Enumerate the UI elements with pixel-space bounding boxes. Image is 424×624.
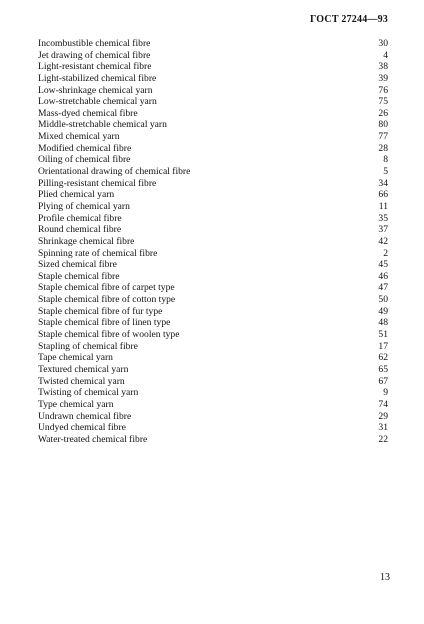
index-term: Staple chemical fibre of linen type	[38, 317, 171, 329]
index-term: Incombustible chemical fibre	[38, 38, 151, 49]
index-entry	[38, 399, 388, 411]
index-entry	[38, 38, 388, 50]
index-term: Stapling of chemical fibre	[38, 340, 138, 352]
index-term-number: 37	[378, 224, 388, 236]
index-entry	[38, 119, 388, 131]
index-term-number: 46	[378, 270, 388, 282]
index-entry	[38, 248, 388, 260]
index-term-number: 9	[383, 387, 388, 399]
index-entry	[38, 108, 388, 120]
index-term: Textured chemical yarn	[38, 363, 129, 375]
index-term: Orientational drawing of chemical fibre	[38, 166, 191, 178]
index-term-number: 29	[378, 410, 388, 422]
index-term: Undrawn chemical fibre	[38, 410, 132, 422]
index-term-number: 50	[378, 294, 388, 306]
index-entry	[38, 73, 388, 85]
index-term-number: 76	[378, 84, 388, 96]
index-entry	[38, 224, 388, 236]
index-term-number: 38	[378, 61, 388, 73]
index-term-number: 39	[378, 72, 388, 84]
index-entry	[38, 236, 388, 248]
index-term: Tape chemical yarn	[38, 352, 113, 364]
index-entry	[38, 213, 388, 225]
index-entry	[38, 154, 388, 166]
index-entry	[38, 96, 388, 108]
index-term-number: 2	[383, 247, 388, 259]
index-term: Modified chemical fibre	[38, 142, 132, 154]
index-term: Spinning rate of chemical fibre	[38, 247, 158, 259]
index-term: Mixed chemical yarn	[38, 131, 120, 143]
index-term: Shrinkage chemical fibre	[38, 235, 135, 247]
index-term-number: 49	[378, 305, 388, 317]
index-entry	[38, 85, 388, 97]
index-entry	[38, 201, 388, 213]
index-term: Plied chemical yarn	[38, 189, 115, 201]
index-entry	[38, 364, 388, 376]
index-term: Round chemical fibre	[38, 224, 122, 236]
index-term-number: 74	[378, 398, 388, 410]
index-term-number: 47	[378, 282, 388, 294]
index-term: Low-stretchable chemical yarn	[38, 96, 157, 108]
index-term: Twisted chemical yarn	[38, 375, 125, 387]
index-term: Water-treated chemical fibre	[38, 433, 148, 445]
index-term: Pilling-resistant chemical fibre	[38, 177, 157, 189]
index-entry	[38, 294, 388, 306]
index-term-number: 35	[378, 212, 388, 224]
index-term-number: 67	[378, 375, 388, 387]
index-entry	[38, 411, 388, 423]
index-entry	[38, 189, 388, 201]
index-term-number: 8	[383, 154, 388, 166]
index-entry	[38, 143, 388, 155]
term-index-list	[38, 38, 388, 445]
index-term-number: 34	[378, 177, 388, 189]
index-term-number: 51	[378, 329, 388, 341]
index-term: Type chemical yarn	[38, 398, 114, 410]
index-entry	[38, 259, 388, 271]
index-term: Light-resistant chemical fibre	[38, 61, 152, 73]
index-term-number: 62	[378, 352, 388, 364]
index-entry	[38, 178, 388, 190]
index-entry	[38, 352, 388, 364]
index-entry	[38, 317, 388, 329]
index-term-number: 75	[378, 96, 388, 108]
index-term-number: 5	[383, 166, 388, 178]
index-entry	[38, 61, 388, 73]
index-term: Profile chemical fibre	[38, 212, 122, 224]
index-term: Twisting of chemical yarn	[38, 387, 139, 399]
index-term: Light-stabilized chemical fibre	[38, 72, 157, 84]
index-term-number: 28	[378, 142, 388, 154]
index-term-number: 48	[378, 317, 388, 329]
index-term-number: 11	[378, 200, 388, 212]
index-entry	[38, 387, 388, 399]
index-term: Staple chemical fibre of fur type	[38, 305, 163, 317]
index-term: Sized chemical fibre	[38, 259, 117, 271]
index-term: Staple chemical fibre of cotton type	[38, 294, 176, 306]
index-term: Staple chemical fibre	[38, 270, 120, 282]
index-entry	[38, 341, 388, 353]
index-term-number: 22	[378, 433, 388, 445]
index-entry	[38, 282, 388, 294]
index-term: Mass-dyed chemical fibre	[38, 107, 138, 119]
index-term-number: 45	[378, 259, 388, 271]
index-term-number: 42	[378, 235, 388, 247]
index-term: Staple chemical fibre of woolen type	[38, 329, 180, 341]
index-term: Jet drawing of chemical fibre	[38, 49, 151, 61]
index-term-number: 4	[383, 49, 388, 61]
index-entry	[38, 50, 388, 62]
index-entry	[38, 306, 388, 318]
index-term: Low-shrinkage chemical yarn	[38, 84, 153, 96]
index-entry	[38, 166, 388, 178]
index-entry	[38, 434, 388, 446]
index-entry	[38, 329, 388, 341]
index-entry	[38, 271, 388, 283]
index-term: Plying of chemical yarn	[38, 200, 130, 212]
index-term-number: 80	[378, 119, 388, 131]
index-term: Staple chemical fibre of carpet type	[38, 282, 175, 294]
index-term-number: 65	[378, 363, 388, 375]
document-header: ГОСТ 27244—93	[309, 14, 388, 25]
index-term-number: 66	[378, 189, 388, 201]
index-term-number: 31	[378, 422, 388, 434]
index-term: Undyed chemical fibre	[38, 422, 126, 434]
index-term-number: 77	[378, 131, 388, 143]
index-term: Oiling of chemical fibre	[38, 154, 131, 166]
index-term: Middle-stretchable chemical yarn	[38, 119, 167, 131]
index-term-number: 26	[378, 107, 388, 119]
index-entry	[38, 422, 388, 434]
index-entry	[38, 131, 388, 143]
page-number: 13	[380, 572, 390, 583]
index-entry	[38, 376, 388, 388]
index-term-number: 17	[378, 340, 388, 352]
index-term-number: 30	[378, 38, 388, 49]
